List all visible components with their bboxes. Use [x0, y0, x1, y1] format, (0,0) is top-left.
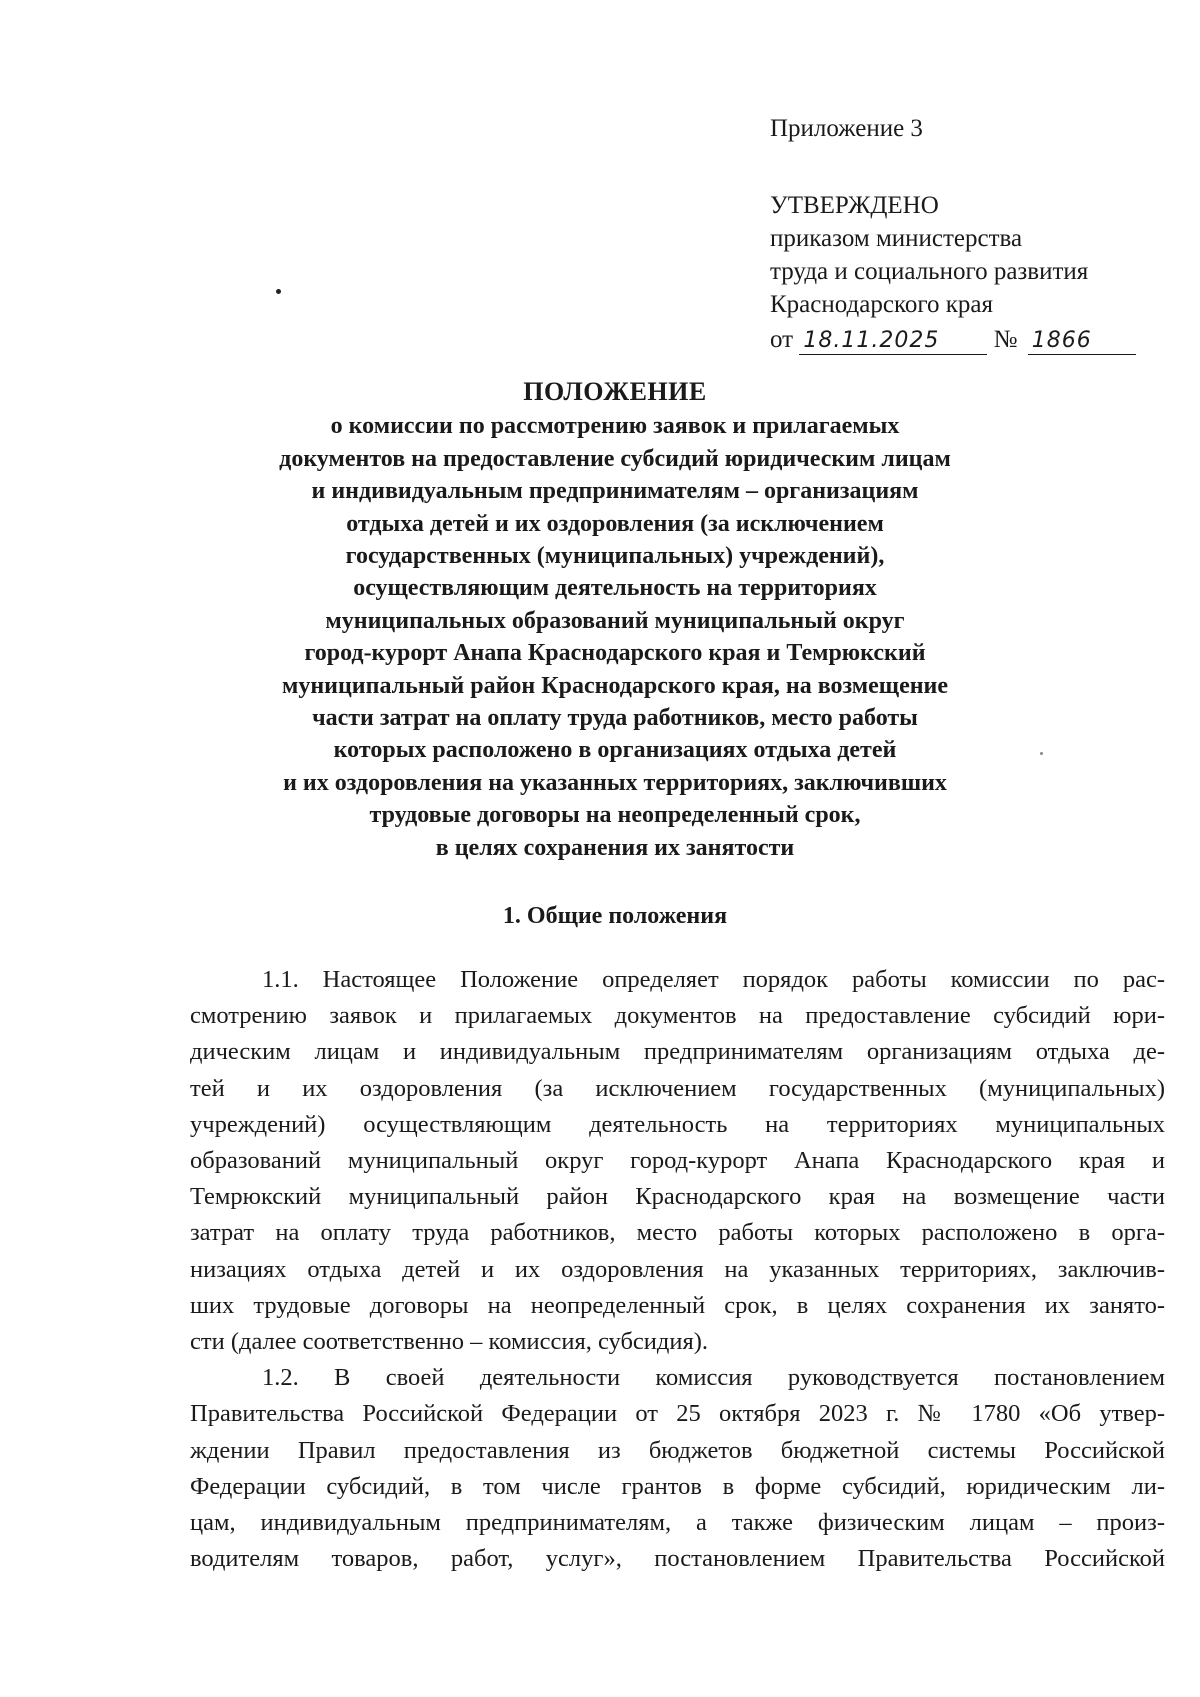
body-line: учреждений) осуществляющим деятельность на территориях муниципальных — [190, 1110, 1165, 1138]
title-line: муниципальных образований муниципальный округ — [325, 607, 905, 634]
body-line: 1.1. Настоящее Положение определяет порядок работы комиссии по рас- — [262, 966, 1165, 993]
body-line: дическим лицам и индивидуальным предпринимателям организациям отдыха де- — [190, 1038, 1165, 1066]
body-line: цам, индивидуальным предпринимателям, а также физическим лицам – произ- — [190, 1509, 1165, 1537]
body-line: водителям товаров, работ, услуг», постановлением Правительства Российской — [190, 1545, 1165, 1573]
section-heading: 1. Общие положения — [502, 903, 728, 929]
scan-speck — [1040, 752, 1043, 755]
approval-date-line — [770, 323, 1170, 356]
body-line: ших трудовые договоры на неопределенный срок, в целях сохранения их занято- — [190, 1291, 1165, 1319]
document-title: ПОЛОЖЕНИЕ — [523, 377, 707, 406]
body-line: 1.2. В своей деятельности комиссия руководствуется постановлением — [262, 1364, 1165, 1392]
title-line: и индивидуальным предпринимателям – организациям — [311, 478, 919, 505]
approval-line-3: Краснодарского края — [770, 291, 993, 318]
title-line: муниципальный район Краснодарского края, на возмещение — [281, 672, 949, 699]
handwritten-date: 18.11.2025 — [799, 328, 987, 355]
title-line: город-курорт Анапа Краснодарского края и Темрюкский — [304, 640, 926, 667]
title-line: части затрат на оплату труда работников, место работы — [312, 705, 918, 732]
approved-label: УТВЕРЖДЕНО — [770, 192, 939, 219]
title-line: о комиссии по рассмотрению заявок и прилагаемых — [330, 413, 900, 440]
document-title-block — [180, 376, 1050, 864]
scan-speck — [276, 289, 281, 294]
approval-block — [770, 112, 1170, 356]
body-line: Правительства Российской Федерации от 25 октября 2023 г. № 1780 «Об утвер- — [190, 1400, 1165, 1428]
body-line: сти (далее соответственно – комиссия, субсидия). — [190, 1328, 709, 1356]
title-line: и их оздоровления на указанных территориях, заключивших — [283, 769, 947, 796]
section-body — [190, 962, 1165, 1577]
title-line: осуществляющим деятельность на территориях — [353, 575, 877, 602]
body-line: смотрению заявок и прилагаемых документов на предоставление субсидий юри- — [190, 1002, 1165, 1030]
title-line: которых расположено в организациях отдыха детей — [333, 737, 897, 764]
approval-line-2: труда и социального развития — [770, 258, 1089, 285]
body-line: тей и их оздоровления (за исключением государственных (муниципальных) — [190, 1074, 1165, 1102]
approval-line-1: приказом министерства — [770, 225, 1023, 252]
title-line: отдыха детей и их оздоровления (за исключением — [346, 510, 884, 537]
appendix-label: Приложение 3 — [770, 115, 923, 142]
date-prefix: от — [770, 326, 794, 353]
body-line: низациях отдыха детей и их оздоровления на указанных территориях, заключив- — [190, 1255, 1165, 1283]
handwritten-number: 1866 — [1028, 328, 1136, 355]
title-line: трудовые договоры на неопределенный срок, — [369, 802, 861, 829]
number-prefix: № — [993, 326, 1018, 353]
body-line: ждении Правил предоставления из бюджетов бюджетной системы Российской — [190, 1436, 1165, 1464]
body-line: Федерации субсидий, в том числе грантов в форме субсидий, юридическим ли- — [190, 1472, 1165, 1500]
body-line: затрат на оплату труда работников, место работы которых расположено в орга- — [190, 1219, 1165, 1247]
title-line: государственных (муниципальных) учреждений), — [345, 543, 885, 570]
title-line: в целях сохранения их занятости — [435, 834, 795, 861]
body-line: Темрюкский муниципальный район Краснодарского края на возмещение части — [190, 1183, 1165, 1211]
body-line: образований муниципальный округ город-курорт Анапа Краснодарского края и — [190, 1147, 1165, 1175]
title-line: документов на предоставление субсидий юридическим лицам — [279, 445, 951, 472]
